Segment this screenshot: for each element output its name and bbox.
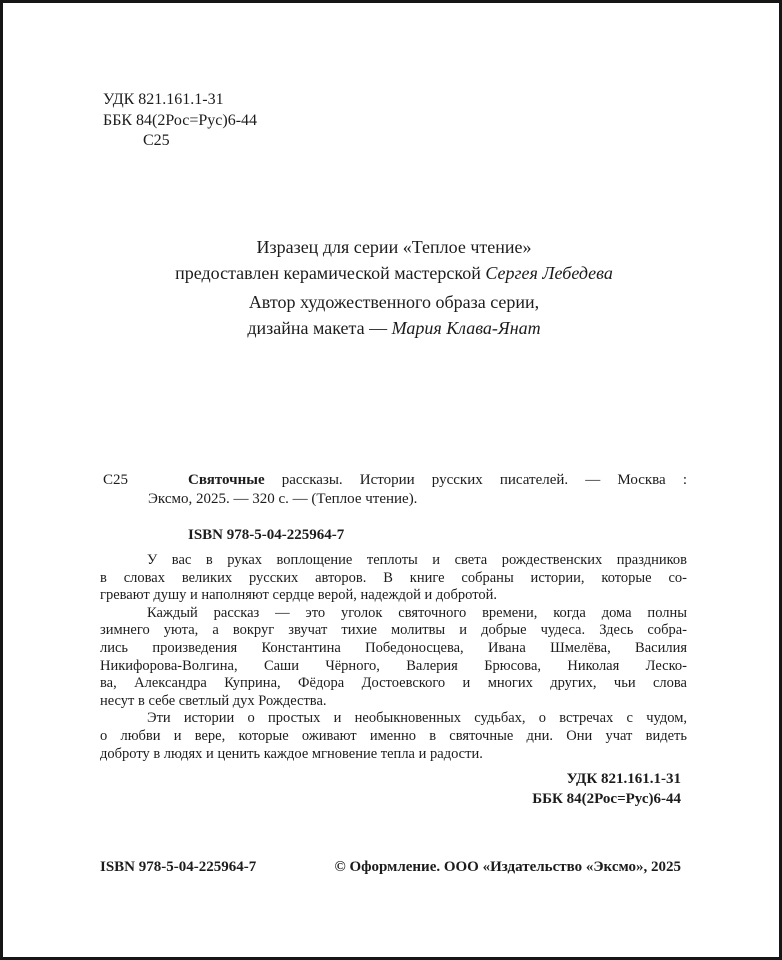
paragraph-line: Эти истории о простых и необыкновенных судьбах, о встречах с чудом, [147, 710, 687, 727]
annotation-paragraph-3 [100, 710, 687, 763]
tile-credit-line2 [52, 260, 736, 286]
bbk-code: ББК 84(2Рос=Рус)6-44 [103, 111, 258, 129]
footer [100, 859, 681, 876]
paragraph-line: У вас в руках воплощение теплоты и света рождественских праздников [147, 552, 687, 568]
bib-title: Святочные [188, 472, 265, 488]
bib-line1-rest: рассказы. Истории русских писателей. — Москва : [264, 472, 687, 488]
bib-line2: Эксмо, 2025. — 320 с. — (Теплое чтение). [148, 491, 418, 507]
tile-credit [52, 234, 736, 286]
designer-credit-line1: Автор художественного образа серии, [248, 292, 540, 312]
designer-credit-line2 [52, 315, 736, 341]
bbk-code-bottom: ББК 84(2Рос=Рус)6-44 [532, 791, 681, 807]
designer-name: Мария Клава-Янат [391, 318, 541, 338]
paragraph-line: лись произведения Константина Победоносцева, Ивана Шмелёва, Василия [100, 639, 687, 656]
bibliographic-record [148, 471, 687, 545]
paragraph-line: Никифорова-Волгина, Саши Чёрного, Валерия Брюсова, Николая Леско- [100, 657, 687, 674]
footer-isbn: ISBN 978-5-04-225964-7 [100, 859, 257, 875]
tile-credit-line1: Изразец для серии «Теплое чтение» [256, 237, 532, 257]
annotation-paragraph-1 [100, 552, 687, 605]
udk-code-bottom: УДК 821.161.1-31 [566, 771, 681, 787]
paragraph-line: зимнего уюта, а вокруг звучат тихие молитвы и добрые чудеса. Здесь собра- [100, 622, 687, 639]
tile-credit-line2-text: предоставлен керамической мастерской [175, 263, 486, 283]
udk-code: УДК 821.161.1-31 [103, 91, 224, 108]
paragraph-line: несут в себе светлый дух Рождества. [100, 692, 327, 709]
footer-copyright: © Оформление. ООО «Издательство «Эксмо», 2025 [334, 859, 681, 875]
author-sign: С25 [143, 132, 170, 149]
paragraph-line: гревают душу и наполняют сердце верой, надеждой и добротой. [100, 587, 498, 604]
classification-codes-bottom [532, 769, 681, 809]
designer-credit-line2-text: дизайна макета — [247, 318, 392, 338]
paragraph-line: о любви и вере, которые оживают именно в святочные дни. Они учат видеть [100, 727, 687, 744]
annotation-paragraph-2 [100, 605, 687, 711]
bib-author-sign: С25 [103, 472, 129, 488]
isbn-number: ISBN 978-5-04-225964-7 [188, 527, 345, 543]
bib-line1 [148, 471, 687, 490]
ceramist-name: Сергея Лебедева [485, 263, 613, 283]
designer-credit [52, 289, 736, 341]
paragraph-line: ва, Александра Куприна, Фёдора Достоевского и многих других, чьи слова [100, 675, 687, 692]
annotation [100, 552, 687, 763]
paragraph-line: Каждый рассказ — это уголок святочного времени, когда дома полны [147, 604, 687, 621]
paragraph-line: доброту в людях и ценить каждое мгновение тепла и радости. [100, 745, 483, 762]
classification-codes-top [103, 90, 257, 152]
paragraph-line: в словах великих русских авторов. В книге собраны истории, которые со- [100, 569, 687, 586]
